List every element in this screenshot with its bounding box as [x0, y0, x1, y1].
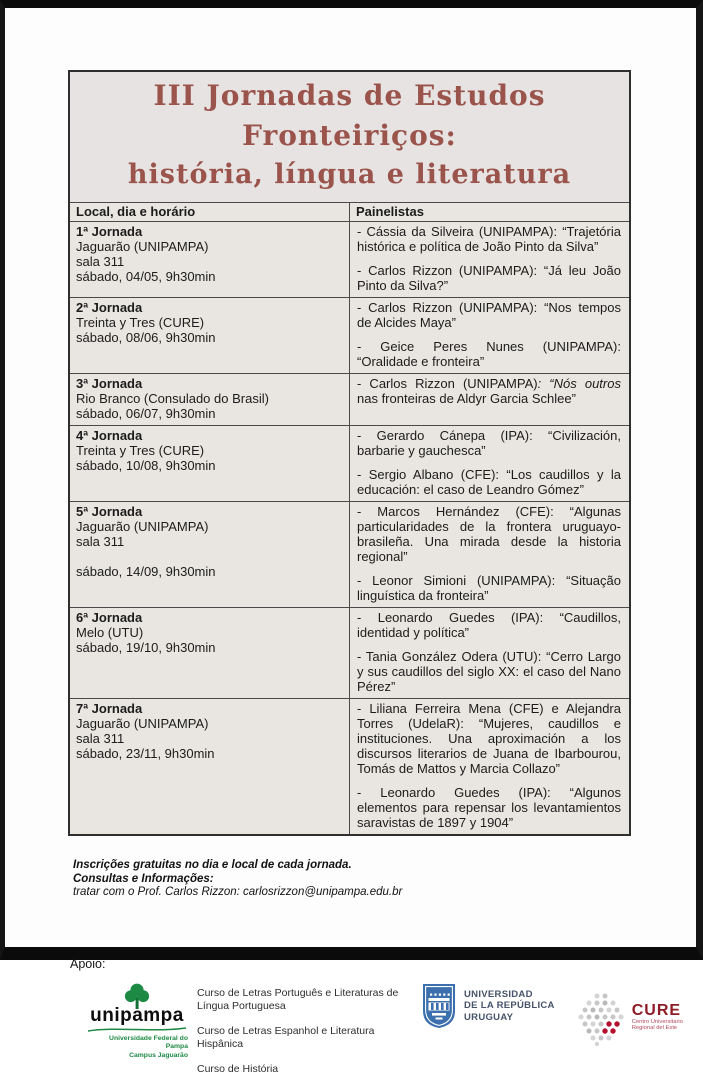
local-line: Rio Branco (Consulado do Brasil): [76, 391, 269, 406]
event-title: [69, 71, 630, 203]
local-line: 5ª Jornada: [76, 504, 143, 519]
painelistas-cell: [350, 374, 631, 426]
local-line: 3ª Jornada: [76, 376, 143, 391]
cure-wordmark: [632, 1003, 683, 1033]
local-line: 2ª Jornada: [76, 300, 143, 315]
table-row: [69, 222, 630, 298]
udelar-logo: [422, 983, 555, 1029]
painelistas-cell: [350, 426, 631, 502]
unipampa-swoosh-icon: [87, 1026, 187, 1033]
painelistas-cell: [350, 222, 631, 298]
column-header-painelistas: Painelistas: [350, 203, 631, 222]
udelar-line1: UNIVERSIDAD: [464, 988, 533, 1000]
painelista-entry: - Leonardo Guedes (IPA): “Algunos elementos para repensar los levantamientos saravistas de 1897 y 1904”: [357, 785, 621, 830]
header-row: [69, 203, 630, 222]
local-line: Jaguarão (UNIPAMPA): [76, 519, 209, 534]
cure-sub-line2: Regional del Este: [631, 1025, 678, 1032]
unipampa-campus-name: Campus Jaguarão: [129, 1051, 188, 1059]
course-item: Curso de História: [197, 1062, 279, 1075]
table-row: [69, 502, 630, 608]
local-cell: [69, 222, 350, 298]
painelistas-cell: [350, 699, 631, 836]
footer-consultas-label: Consultas e Informações:: [73, 872, 214, 885]
local-line: sábado, 06/07, 9h30min: [76, 406, 216, 421]
table-row: [69, 608, 630, 699]
footer-free-registration: Inscrições gratuitas no dia e local de cada jornada.: [73, 859, 352, 871]
local-line: sábado, 08/06, 9h30min: [76, 330, 216, 345]
local-line: Melo (UTU): [76, 625, 144, 640]
table-row: [69, 298, 630, 374]
table-row: [69, 374, 630, 426]
local-cell: [69, 699, 350, 836]
local-line: sábado, 19/10, 9h30min: [76, 640, 216, 655]
unipampa-university-name: Universidade Federal do Pampa: [109, 1034, 188, 1050]
sponsor-logos: [68, 983, 696, 1076]
local-line: Treinta y Tres (CURE): [76, 315, 205, 330]
event-title-line2: história, língua e literatura: [127, 159, 572, 190]
local-line: sala 311: [76, 534, 125, 549]
local-line: sala 311: [76, 731, 125, 746]
udelar-wordmark: [464, 989, 555, 1024]
painelista-entry: - Tania González Odera (UTU): “Cerro Largo y sus caudillos del siglo XX: el caso del Nano Pérez”: [357, 649, 621, 694]
local-line: 4ª Jornada: [76, 428, 143, 443]
painelistas-cell: [350, 298, 631, 374]
cure-dots-icon: [577, 991, 627, 1047]
local-line: sábado, 04/05, 9h30min: [76, 269, 216, 284]
apoio-label: Apoio:: [70, 956, 106, 971]
local-line: sábado, 23/11, 9h30min: [76, 746, 215, 761]
title-row: [69, 71, 630, 203]
udelar-shield-icon: [422, 983, 456, 1029]
local-line: sábado, 14/09, 9h30min: [76, 564, 216, 579]
painelista-entry: - Cássia da Silveira (UNIPAMPA): “Trajetória histórica e política de João Pinto da Silva”: [357, 224, 621, 254]
unipampa-wordmark: unipampa: [90, 1004, 184, 1026]
painelista-entry: - Carlos Rizzon (UNIPAMPA): “Já leu João Pinto da Silva?”: [357, 263, 621, 293]
local-cell: [69, 608, 350, 699]
cure-sub-line1: Centro Universitario: [631, 1018, 683, 1025]
table-row: [69, 699, 630, 836]
painelistas-cell: [350, 502, 631, 608]
local-cell: [69, 426, 350, 502]
event-title-line1: III Jornadas de Estudos Fronteiriços:: [153, 79, 546, 152]
cure-name: CURE: [631, 1001, 682, 1019]
painelista-entry: - Liliana Ferreira Mena (CFE) e Alejandra Torres (UdelaR): “Mujeres, caudillos e instituciones. Una aproximación a los discursos literarios de Juana de Ibarbourou, Tomás de Mattos y Marcia Collazo”: [357, 701, 621, 776]
schedule-table: [68, 70, 631, 836]
course-list: [197, 987, 415, 1076]
painelista-entry: - Carlos Rizzon (UNIPAMPA): “Nós outros nas fronteiras de Aldyr Garcia Schlee”: [357, 376, 621, 406]
course-item: Curso de Letras Espanhol e Literatura Hispânica: [197, 1024, 375, 1050]
udelar-line2: DE LA REPÚBLICA: [464, 1000, 555, 1011]
local-line: Jaguarão (UNIPAMPA): [76, 239, 209, 254]
local-cell: [69, 374, 350, 426]
painelista-entry: - Marcos Hernández (CFE): “Algunas particularidades de la frontera uruguayo-brasileña. Una mirada desde la historia regional”: [357, 504, 621, 564]
local-line: 1ª Jornada: [76, 224, 143, 239]
painelista-entry: - Leonor Simioni (UNIPAMPA): “Situação linguística da fronteira”: [357, 573, 621, 603]
local-line: sala 311: [76, 254, 125, 269]
local-line: 7ª Jornada: [76, 701, 143, 716]
document-page: [5, 8, 696, 1075]
column-header-local: Local, dia e horário: [69, 203, 350, 222]
painelista-entry: - Carlos Rizzon (UNIPAMPA): “Nos tempos de Alcides Maya”: [357, 300, 621, 330]
footer-contact-email: tratar com o Prof. Carlos Rizzon: carlosrizzon@unipampa.edu.br: [73, 886, 403, 898]
painelista-entry: - Leonardo Guedes (IPA): “Caudillos, identidad y política”: [357, 610, 621, 640]
local-cell: [69, 298, 350, 374]
unipampa-logo: [86, 983, 188, 1061]
course-item: Curso de Letras Português e Literaturas de Língua Portuguesa: [197, 986, 399, 1012]
udelar-line3: URUGUAY: [464, 1011, 514, 1023]
local-line: [76, 549, 343, 564]
local-line: 6ª Jornada: [76, 610, 143, 625]
local-line: Jaguarão (UNIPAMPA): [76, 716, 209, 731]
local-line: Treinta y Tres (CURE): [76, 443, 205, 458]
painelistas-cell: [350, 608, 631, 699]
painelista-entry: - Geice Peres Nunes (UNIPAMPA): “Oralidade e fronteira”: [357, 339, 621, 369]
footer-notes: [73, 859, 696, 900]
painelista-entry: - Sergio Albano (CFE): “Los caudillos y la educación: el caso de Leandro Gómez”: [357, 467, 621, 497]
cure-logo: [577, 991, 683, 1047]
local-cell: [69, 502, 350, 608]
local-line: sábado, 10/08, 9h30min: [76, 458, 216, 473]
table-row: [69, 426, 630, 502]
painelista-entry: - Gerardo Cánepa (IPA): “Civilización, barbarie y gauchesca”: [357, 428, 621, 458]
